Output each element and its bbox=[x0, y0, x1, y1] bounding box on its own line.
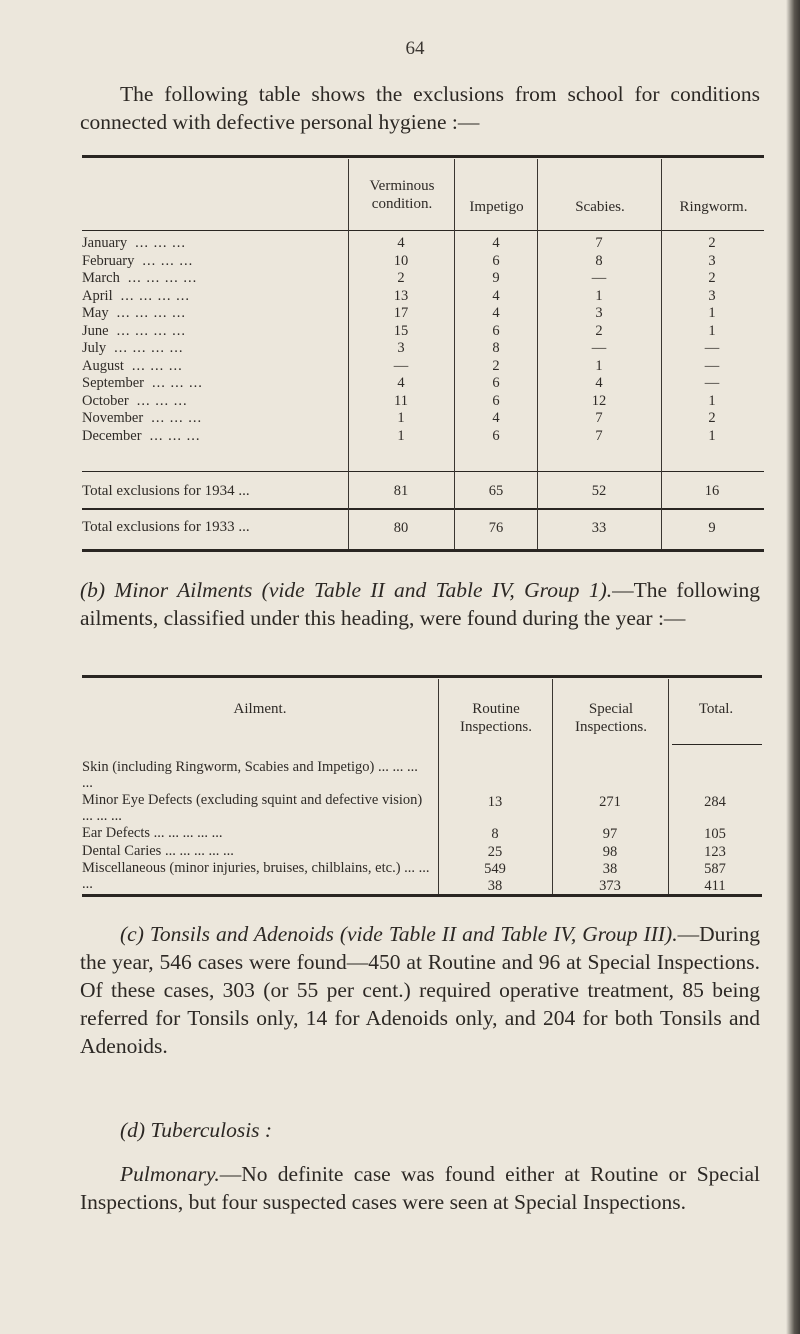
table-cell: 4 bbox=[492, 235, 500, 251]
month-name: October bbox=[82, 393, 129, 409]
col-divider bbox=[668, 679, 669, 894]
table-cell: 3 bbox=[595, 305, 603, 321]
table-cell: 6 bbox=[492, 392, 500, 409]
total-1933-value: 33 bbox=[591, 520, 607, 536]
table-top-rule bbox=[82, 155, 764, 158]
table-cell: 13 bbox=[393, 287, 409, 304]
table-cell: 2 bbox=[708, 235, 716, 251]
table-cell: 587 bbox=[704, 861, 726, 877]
section-c-text: —During the year, 546 cases were found—450 at Routine and 96 at Special Inspections. Of these cases, 303 (or 55 per cent.) required operative treatment, 85 being referred for Tonsils only, 14 for Adenoids only, and 204 for both Tonsils and Adenoids. bbox=[80, 922, 760, 1058]
month-label bbox=[82, 359, 347, 374]
table-bottom-rule bbox=[82, 549, 764, 552]
leader-dots: ... ... ... ... bbox=[120, 288, 190, 304]
leader-dots: ... ... ... bbox=[136, 393, 188, 409]
month-name: January bbox=[82, 236, 128, 251]
table-cell: 1 bbox=[708, 427, 716, 444]
table-cell: 1 bbox=[708, 392, 716, 409]
table-cell: 13 bbox=[487, 794, 503, 810]
col-divider bbox=[537, 159, 538, 549]
total-1934-value: 16 bbox=[704, 483, 720, 499]
table-cell: 12 bbox=[591, 392, 607, 409]
table-cell: 6 bbox=[492, 322, 500, 339]
table-cell: 411 bbox=[704, 878, 726, 894]
col-divider bbox=[438, 679, 439, 894]
month-name: June bbox=[82, 323, 109, 339]
month-label bbox=[82, 411, 347, 426]
table-cell: 2 bbox=[492, 357, 500, 374]
table-cell: 97 bbox=[602, 826, 618, 842]
table-cell: 6 bbox=[492, 427, 500, 444]
total-1933-label: Total exclusions for 1933 ... bbox=[82, 519, 250, 535]
table-cell: 8 bbox=[491, 826, 499, 842]
table-cell: 3 bbox=[708, 252, 716, 269]
total-1933-value: 76 bbox=[488, 520, 504, 536]
section-b-text: —The following ailments, classified under this heading, were found during the year :— bbox=[80, 578, 760, 630]
table-cell: 4 bbox=[492, 305, 500, 321]
table-cell: 284 bbox=[704, 794, 726, 810]
header-scabies: Scabies. bbox=[575, 199, 625, 215]
month-name: November bbox=[82, 411, 144, 426]
table-cell: 105 bbox=[704, 826, 726, 842]
leader-dots: ... ... ... bbox=[131, 358, 183, 374]
total-1933-value: 9 bbox=[708, 520, 716, 536]
col-divider bbox=[661, 159, 662, 549]
table-cell: 8 bbox=[492, 340, 500, 356]
table-cell: 11 bbox=[394, 392, 408, 409]
header-rule bbox=[672, 744, 762, 745]
intro-paragraph: The following table shows the exclusions from school for conditions connected with defective personal hygiene :— bbox=[80, 82, 760, 134]
leader-dots: ... ... ... ... bbox=[116, 306, 186, 321]
month-name: March bbox=[82, 271, 120, 286]
leader-dots: ... ... ... ... bbox=[116, 323, 186, 339]
leader-dots: ... ... ... bbox=[149, 428, 201, 444]
leader-dots: ... ... ... bbox=[142, 253, 194, 269]
leader-dots: ... ... ... bbox=[135, 236, 186, 251]
table-cell: 373 bbox=[599, 878, 621, 894]
section-b-heading: (b) Minor Ailments (vide Table II and Table IV, Group 1). bbox=[80, 578, 613, 602]
table-cell: 123 bbox=[704, 844, 726, 860]
table-cell: — bbox=[393, 357, 409, 374]
table-cell: 10 bbox=[393, 252, 409, 269]
table-cell: 3 bbox=[397, 340, 405, 356]
page-number: 64 bbox=[405, 38, 425, 59]
table-cell: 1 bbox=[708, 305, 716, 321]
page-edge-shadow bbox=[786, 0, 800, 1334]
table-cell: 2 bbox=[397, 270, 405, 286]
month-name: February bbox=[82, 253, 135, 269]
total-1933-value: 80 bbox=[393, 520, 409, 536]
table-cell: 25 bbox=[487, 844, 503, 860]
month-label bbox=[82, 289, 347, 304]
table-cell: 7 bbox=[595, 427, 603, 444]
section-d-heading-line bbox=[80, 1116, 760, 1144]
month-name: May bbox=[82, 306, 109, 321]
leader-dots: ... ... ... bbox=[152, 376, 203, 391]
exclusions-table bbox=[82, 155, 764, 552]
leader-dots: ... ... ... ... bbox=[114, 341, 184, 356]
table-cell: 2 bbox=[708, 410, 716, 426]
table-cell: 9 bbox=[492, 270, 500, 286]
leader-dots: ... ... ... bbox=[151, 411, 203, 426]
table-cell: 7 bbox=[595, 410, 603, 426]
col-divider bbox=[348, 159, 349, 549]
table-cell: 8 bbox=[595, 252, 603, 269]
pulmonary-paragraph bbox=[80, 1160, 760, 1216]
month-name: December bbox=[82, 428, 142, 444]
table-cell: 4 bbox=[397, 375, 405, 391]
month-label bbox=[82, 306, 347, 321]
col-divider bbox=[552, 679, 553, 894]
pulmonary-label: Pulmonary. bbox=[120, 1162, 220, 1186]
pulmonary-text: —No definite case was found either at Routine or Special Inspections, but four suspected cases were seen at Special Inspections. bbox=[80, 1162, 760, 1214]
table-cell: 4 bbox=[397, 235, 405, 251]
section-d-heading: (d) Tuberculosis : bbox=[120, 1118, 273, 1142]
table-cell: 6 bbox=[492, 252, 500, 269]
table-cell: 549 bbox=[484, 861, 506, 877]
table-cell: — bbox=[704, 340, 720, 356]
month-name: September bbox=[82, 376, 145, 391]
ailment-label: Skin (including Ringworm, Scabies and Impetigo) ... ... ... ... bbox=[82, 759, 418, 791]
table-cell: — bbox=[704, 375, 720, 391]
table-cell: 4 bbox=[492, 410, 500, 426]
col-divider bbox=[454, 159, 455, 549]
table-cell: 15 bbox=[393, 322, 409, 339]
total-1934-value: 81 bbox=[393, 483, 409, 499]
table-cell: 2 bbox=[595, 322, 603, 339]
table-cell: 271 bbox=[599, 794, 621, 810]
header-verminous: Verminous condition. bbox=[369, 178, 435, 212]
minor-ailments-table bbox=[82, 675, 762, 897]
total-1934-label: Total exclusions for 1934 ... bbox=[82, 483, 250, 499]
month-label bbox=[82, 271, 347, 286]
table-cell: 4 bbox=[595, 375, 603, 391]
header-ringworm: Ringworm. bbox=[679, 199, 748, 215]
leader-dots: ... ... ... ... bbox=[127, 271, 198, 286]
table-cell: 98 bbox=[602, 844, 618, 860]
table-cell: 6 bbox=[492, 375, 500, 391]
month-label bbox=[82, 324, 347, 339]
section-b-paragraph bbox=[80, 576, 760, 632]
month-name: July bbox=[82, 341, 107, 356]
table-cell: 7 bbox=[595, 235, 603, 251]
table-cell: 1 bbox=[397, 427, 405, 444]
header-impetigo: Impetigo bbox=[469, 199, 524, 215]
table-cell: 1 bbox=[595, 287, 603, 304]
header-routine: Routine Inspections. bbox=[459, 701, 533, 735]
ailment-label: Ear Defects ... ... ... ... ... bbox=[82, 825, 223, 841]
table-top-rule bbox=[82, 675, 762, 678]
table-cell: 3 bbox=[708, 287, 716, 304]
month-label bbox=[82, 236, 347, 251]
header-total: Total. bbox=[698, 701, 734, 717]
ailment-label: Dental Caries ... ... ... ... ... bbox=[82, 843, 234, 859]
table-cell: 38 bbox=[487, 878, 503, 894]
table-cell: — bbox=[704, 357, 720, 374]
month-name: April bbox=[82, 288, 113, 304]
table-cell: 1 bbox=[595, 357, 603, 374]
month-label bbox=[82, 394, 347, 409]
table-cell: 38 bbox=[602, 861, 618, 877]
ailment-label: Miscellaneous (minor injuries, bruises, chilblains, etc.) ... ... ... bbox=[82, 860, 430, 892]
month-label bbox=[82, 429, 347, 444]
header-ailment: Ailment. bbox=[233, 701, 287, 717]
header-special: Special Inspections. bbox=[574, 701, 648, 735]
total-1934-value: 65 bbox=[488, 483, 504, 499]
section-c-paragraph bbox=[80, 920, 760, 1060]
table-cell: 2 bbox=[708, 270, 716, 286]
table-cell: — bbox=[591, 270, 607, 286]
month-label bbox=[82, 341, 347, 356]
section-c-heading: (c) Tonsils and Adenoids (vide Table II and Table IV, Group III). bbox=[120, 922, 678, 946]
table-cell: 4 bbox=[492, 287, 500, 304]
total-1934-value: 52 bbox=[591, 483, 607, 499]
month-label bbox=[82, 376, 347, 391]
table-cell: 1 bbox=[397, 410, 405, 426]
ailment-label: Minor Eye Defects (excluding squint and defective vision) ... ... ... bbox=[82, 792, 423, 824]
table-cell: 17 bbox=[393, 305, 409, 321]
table-bottom-rule bbox=[82, 894, 762, 897]
table-cell: — bbox=[591, 340, 607, 356]
table-cell: 1 bbox=[708, 322, 716, 339]
month-name: August bbox=[82, 358, 124, 374]
month-label bbox=[82, 254, 347, 269]
